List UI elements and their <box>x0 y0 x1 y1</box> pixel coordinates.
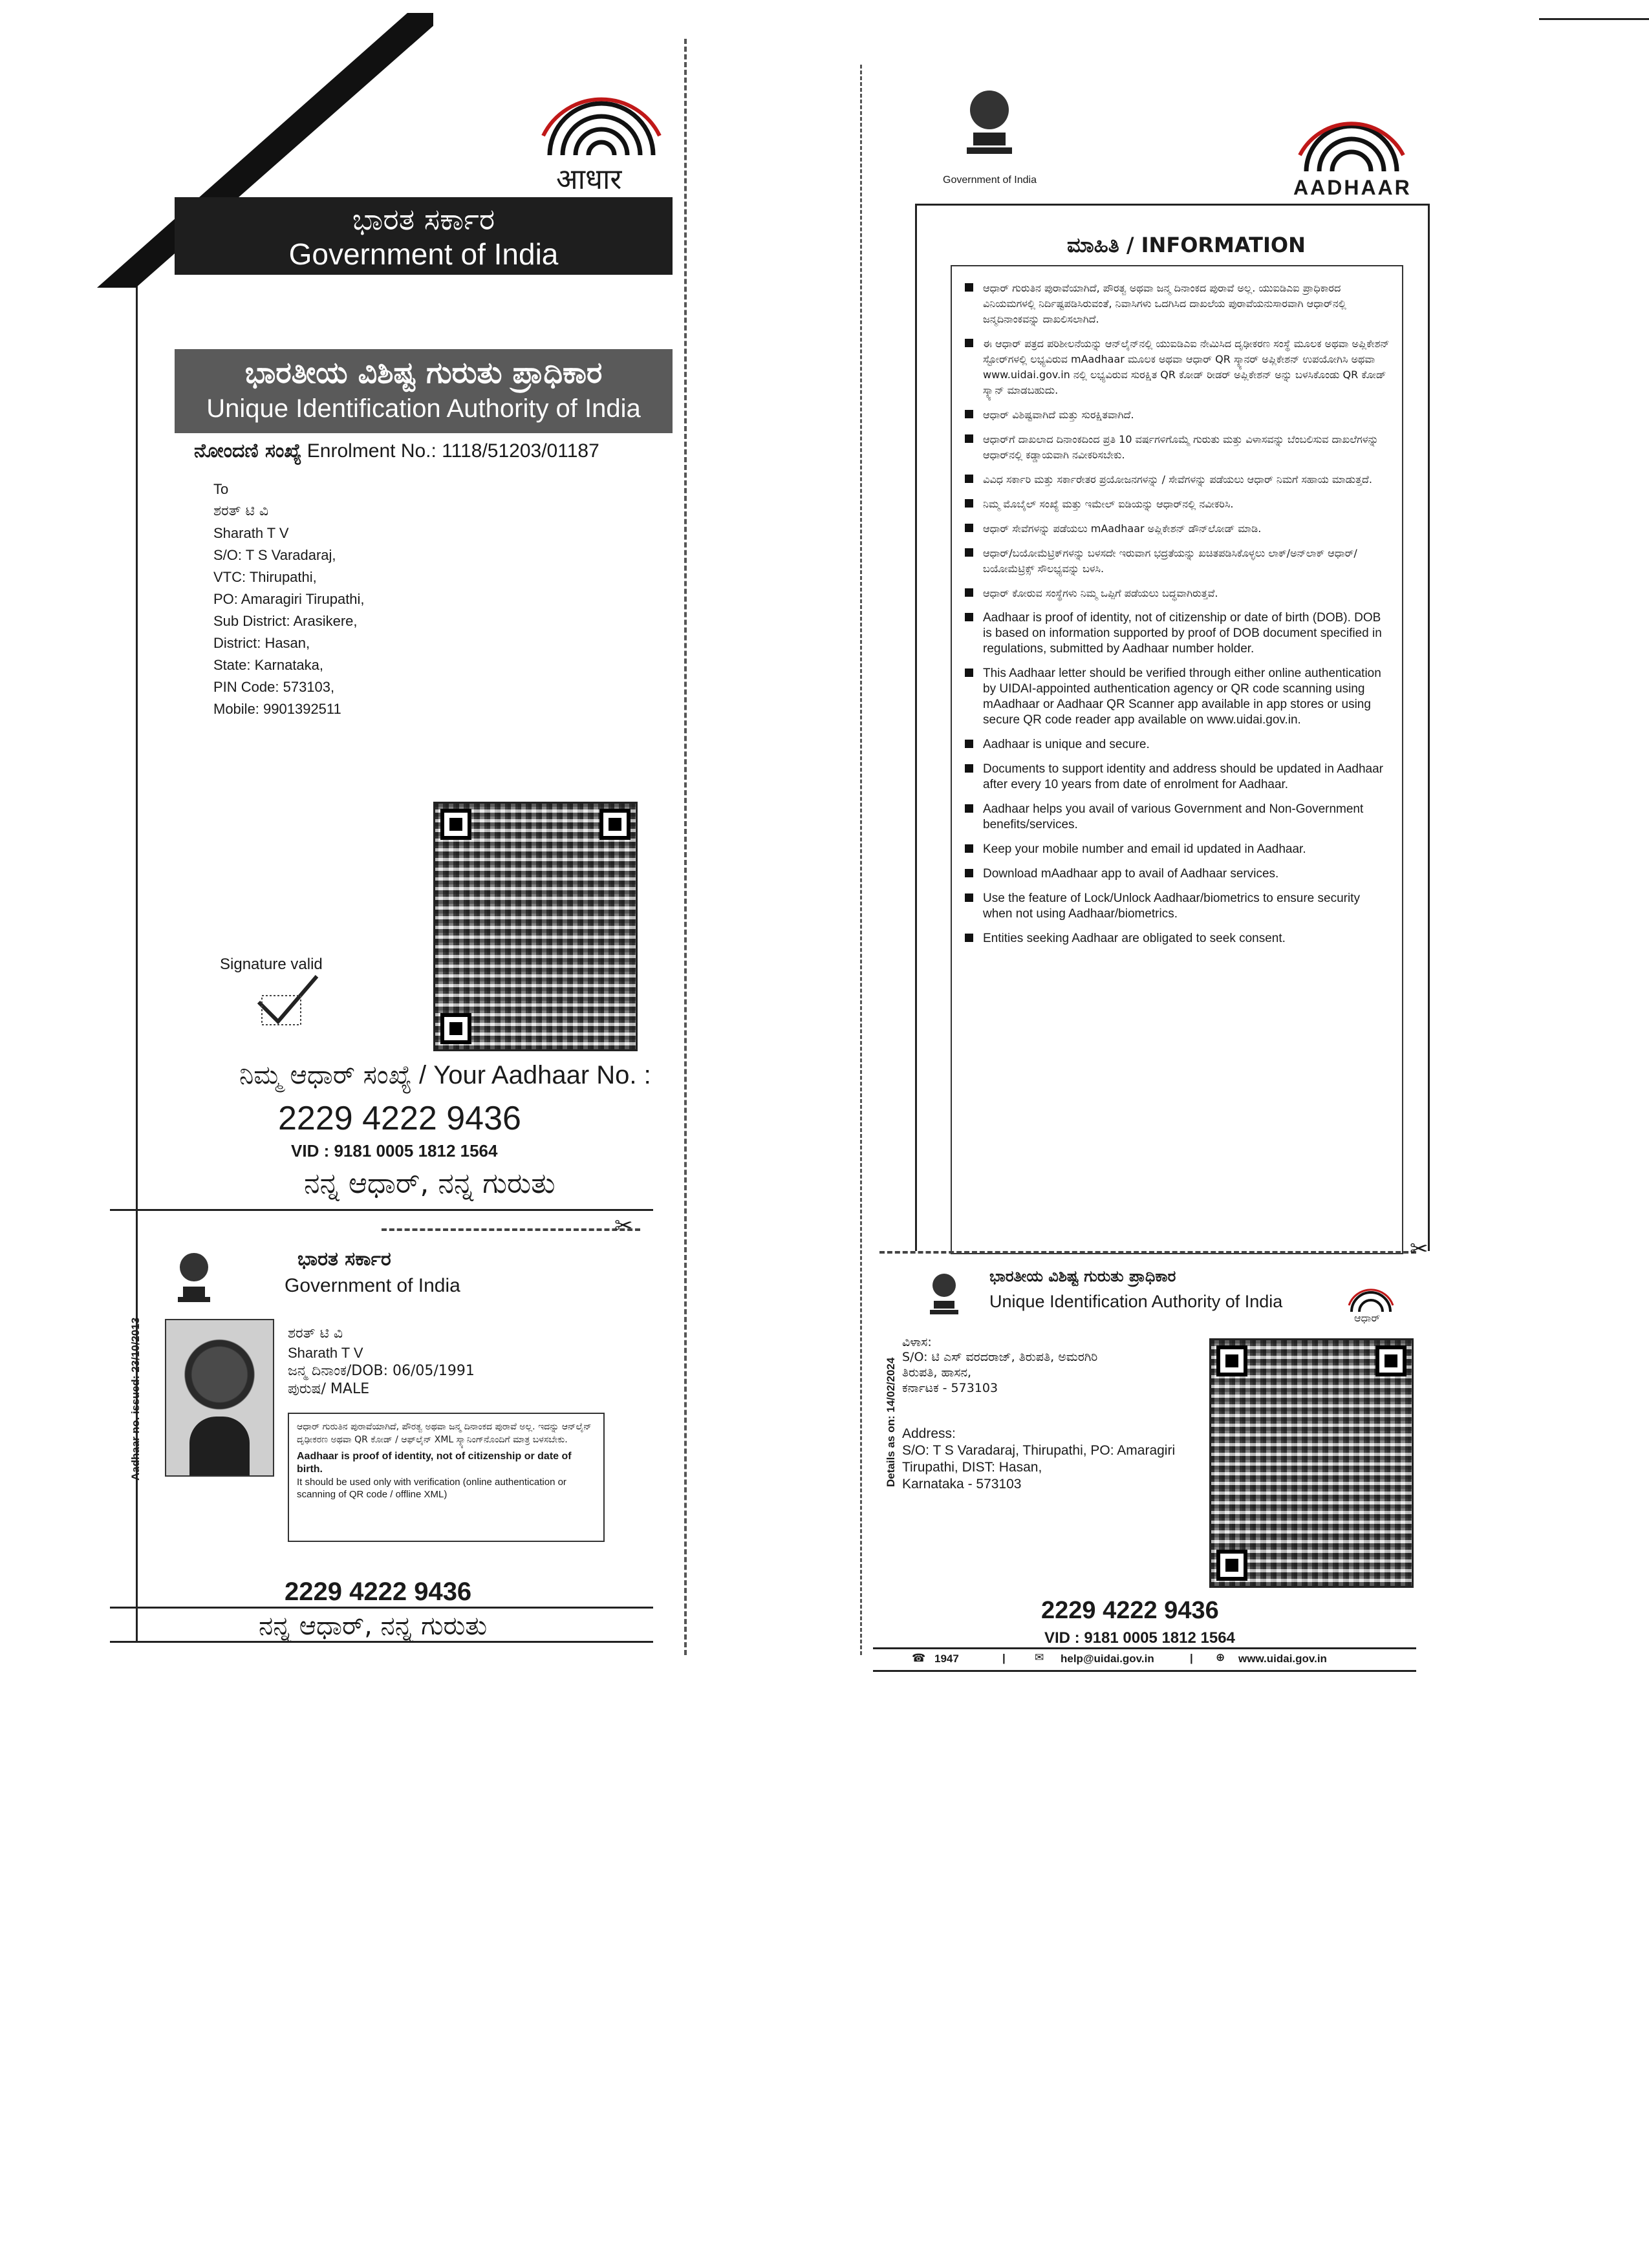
card-vid: VID : 9181 0005 1812 1564 <box>1044 1629 1235 1647</box>
info-item: Entities seeking Aadhaar are obligated to seek consent. <box>961 931 1390 947</box>
info-item: ಆಧಾರ್ ವಿಶಿಷ್ಟವಾಗಿದೆ ಮತ್ತು ಸುರಕ್ಷಿತವಾಗಿದೆ. <box>961 407 1390 423</box>
aadhaar-brand-logo <box>1287 103 1423 200</box>
gov-header-band <box>175 197 673 275</box>
info-item: Use the feature of Lock/Unlock Aadhaar/biometrics to ensure security when not using Aadhaar/biometrics. <box>961 891 1390 922</box>
enrolment-number <box>194 440 599 462</box>
card-address-kn <box>902 1335 1174 1396</box>
card-note-box <box>288 1413 605 1542</box>
fingerprint-icon <box>530 84 673 162</box>
gov-label: Government of India <box>943 175 1037 186</box>
gov-english: Government of India <box>288 237 559 271</box>
contact-footer <box>873 1647 1416 1672</box>
card-note-kn: ಆಧಾರ್ ಗುರುತಿನ ಪುರಾವೆಯಾಗಿದೆ, ಪೌರತ್ವ ಅಥವಾ ಜನ್ಮ ದಿನಾಂಕದ ಪುರಾವೆ ಅಲ್ಲ. ಇದನ್ನು ಆನ್‌ಲೈನ್ ದೃಢೀಕರಣ ಅಥವಾ QR ಕೋಡ್ / ಆಫ್‌ಲೈನ್ XML ಸ್ಕ್ಯಾನಿಂಗ್‌ನೊಂದಿಗೆ ಮಾತ್ರ ಬಳಸಬೇಕು. <box>297 1422 592 1445</box>
address-to: To <box>213 481 229 497</box>
address-line: Mobile: 9901392511 <box>213 701 341 717</box>
email-icon: ✉ <box>1035 1651 1044 1664</box>
card-address-kn-label: ವಿಳಾಸ: <box>902 1335 932 1349</box>
phone-number: 1947 <box>934 1653 959 1665</box>
info-item: ಆಧಾರ್/ಬಯೋಮೆಟ್ರಿಕ್‌ಗಳನ್ನು ಬಳಸದೇ ಇರುವಾಗ ಭದ್ರತೆಯನ್ನು ಖಚಿತಪಡಿಸಿಕೊಳ್ಳಲು ಲಾಕ್/ಅನ್‌ಲಾಕ್ ಆಧಾರ್/ಬಯೋಮೆಟ್ರಿಕ್ಸ್ ಸೌಲಭ್ಯವನ್ನು ಬಳಸಿ. <box>961 546 1390 577</box>
uidai-english: Unique Identification Authority of India <box>206 394 641 423</box>
aadhaar-letter-back <box>860 39 1442 1681</box>
info-item: ನಿಮ್ಮ ಮೊಬೈಲ್ ಸಂಖ್ಯೆ ಮತ್ತು ಇಮೇಲ್ ಐಡಿಯನ್ನು ಆಧಾರ್‌ನಲ್ಲಿ ನವೀಕರಿಸಿ. <box>961 497 1390 512</box>
card-name-en: Sharath T V <box>288 1345 363 1361</box>
header-divider <box>915 204 1429 206</box>
card-aadhaar-number: 2229 4222 9436 <box>1041 1597 1219 1624</box>
info-item: This Aadhaar letter should be verified through either online authentication by UIDAI-appointed authentication agency or QR code scanning using mAadhaar or Aadhaar QR Scanner app available in app stores or using secure QR code reader app available on www.uidai.gov.in. <box>961 666 1390 728</box>
aadhaar-logo <box>530 84 673 194</box>
issued-date-vertical: Aadhaar no. issued: 23/10/2013 <box>129 1317 142 1481</box>
address-line: Sub District: Arasikere, <box>213 613 358 629</box>
footer-separator: | <box>1190 1652 1193 1664</box>
info-item: ಆಧಾರ್‌ಗೆ ದಾಖಲಾದ ದಿನಾಂಕದಿಂದ ಪ್ರತಿ 10 ವರ್ಷಗಳಿಗೊಮ್ಮೆ ಗುರುತು ಮತ್ತು ವಿಳಾಸವನ್ನು ಬೆಂಬಲಿಸುವ ದಾಖಲೆಗಳನ್ನು ಆಧಾರ್‌ನಲ್ಲಿ ಕಡ್ಡಾಯವಾಗಿ ನವೀಕರಿಸಬೇಕು. <box>961 432 1390 463</box>
card-bottom-border <box>110 1641 653 1643</box>
uidai-band <box>175 349 673 433</box>
cut-line-vertical <box>860 65 862 1655</box>
card-address-kn-line: ತಿರುಪತಿ, ಹಾಸನ, <box>902 1365 972 1380</box>
address-block <box>213 478 537 720</box>
enrolment-label-kn: ನೋಂದಣಿ ಸಂಖ್ಯೆ <box>194 440 302 462</box>
qr-code <box>433 802 638 1051</box>
address-line: PO: Amaragiri Tirupathi, <box>213 591 365 607</box>
enrolment-text: Enrolment No.: 1118/51203/01187 <box>307 440 599 462</box>
aadhaar-small-logo <box>1345 1283 1403 1329</box>
info-item: Aadhaar is proof of identity, not of citizenship or date of birth (DOB). DOB is based on information supported by proof of DOB document specified in regulations, submitted by Aadhaar number holder. <box>961 610 1390 657</box>
card-divider <box>110 1607 653 1609</box>
card-address-kn-line: S/O: ಟಿ ಎಸ್ ವರದರಾಜ್, ತಿರುಪತಿ, ಅಮರಗಿರಿ <box>902 1350 1098 1364</box>
scan-edge-mark <box>1539 18 1649 20</box>
card-gov-english: Government of India <box>285 1275 460 1296</box>
info-list <box>951 265 1403 1254</box>
web-address: www.uidai.gov.in <box>1238 1653 1327 1665</box>
address-line: VTC: Thirupathi, <box>213 569 317 585</box>
card-gender: ಪುರುಷ/ MALE <box>288 1381 370 1397</box>
tagline-kn: ನನ್ನ ಆಧಾರ್, ನನ್ನ ಗುರುತು <box>304 1167 555 1200</box>
info-item: Download mAadhaar app to avail of Aadhaar services. <box>961 866 1390 882</box>
your-aadhaar-label <box>239 1060 651 1090</box>
national-emblem-icon <box>957 78 1022 168</box>
info-item: Aadhaar is unique and secure. <box>961 737 1390 753</box>
card-aadhaar-number: 2229 4222 9436 <box>285 1578 472 1606</box>
aadhaar-logo-text: आधार <box>556 163 622 196</box>
uidai-kannada: ಭಾರತೀಯ ವಿಶಿಷ್ಟ ಗುರುತು ಪ್ರಾಧಿಕಾರ <box>244 355 603 390</box>
card-address-en-line: S/O: T S Varadaraj, Thirupathi, PO: Amaragiri <box>902 1443 1176 1458</box>
aadhaar-card-front <box>110 1228 653 1642</box>
info-item: ಈ ಆಧಾರ್ ಪತ್ರದ ಪರಿಶೀಲನೆಯನ್ನು ಆನ್‌ಲೈನ್‌ನಲ್ಲಿ ಯುಐಡಿಎಐ ನೇಮಿಸಿದ ದೃಢೀಕರಣ ಸಂಸ್ಥೆ ಮೂಲಕ ಅಥವಾ ಅಪ್ಲಿಕೇಶನ್ ಸ್ಟೋರ್‌ಗಳಲ್ಲಿ ಲಭ್ಯವಿರುವ mAadhaar ಮೂಲಕ ಅಥವಾ ಆಧಾರ್ QR ಸ್ಕ್ಯಾನರ್ ಅಪ್ಲಿಕೇಶನ್ ಉಪಯೋಗಿಸಿ ಅಥವಾ www.uidai.gov.in ನಲ್ಲಿ ಲಭ್ಯವಿರುವ ಸುರಕ್ಷಿತ QR ಕೋಡ್ ರೀಡರ್ ಅಪ್ಲಿಕೇಶನ್ ಅನ್ನು ಬಳಸಿಕೊಂಡು QR ಕೋಡ್ ಸ್ಕ್ಯಾನ್ ಮಾಡಬಹುದು. <box>961 336 1390 398</box>
address-line: Sharath T V <box>213 525 289 541</box>
vid-number: VID : 9181 0005 1812 1564 <box>291 1141 498 1161</box>
card-uidai-english: Unique Identification Authority of India <box>989 1292 1283 1311</box>
national-emblem-icon <box>171 1241 217 1306</box>
card-gov-kannada: ಭಾರತ ಸರ್ಕಾರ <box>297 1248 391 1270</box>
aadhaar-small-logo-text: ಆಧಾರ್ <box>1354 1312 1381 1324</box>
cut-line-horizontal <box>879 1251 1416 1254</box>
info-item: ಆಧಾರ್ ಕೋರುವ ಸಂಸ್ಥೆಗಳು ನಿಮ್ಮ ಒಪ್ಪಿಗೆ ಪಡೆಯಲು ಬದ್ಧವಾಗಿರುತ್ತವೆ. <box>961 586 1390 601</box>
card-address-en-label: Address: <box>902 1426 956 1441</box>
card-name-kn: ಶರತ್ ಟಿ ವಿ <box>288 1325 343 1342</box>
info-item: Documents to support identity and address should be updated in Aadhaar after every 10 years from date of enrolment for Aadhaar. <box>961 762 1390 793</box>
phone-icon: ☎ <box>912 1652 926 1665</box>
your-aadhaar-en: / Your Aadhaar No. : <box>418 1061 651 1089</box>
scissors-icon: ✂ <box>614 1213 633 1239</box>
your-aadhaar-kn: ನಿಮ್ಮ ಆಧಾರ್ ಸಂಖ್ಯೆ <box>239 1060 412 1090</box>
info-item: Keep your mobile number and email id updated in Aadhaar. <box>961 842 1390 857</box>
qr-code <box>1209 1338 1414 1588</box>
card-address-en-line: Karnataka - 573103 <box>902 1477 1022 1492</box>
fingerprint-icon <box>1345 1283 1397 1313</box>
card-address-kn-line: ಕರ್ನಾಟಕ - 573103 <box>902 1381 998 1395</box>
card-uidai-kannada: ಭಾರತೀಯ ವಿಶಿಷ್ಟ ಗುರುತು ಪ್ರಾಧಿಕಾರ <box>989 1267 1176 1285</box>
holder-photo <box>165 1319 274 1477</box>
card-address-en-line: Tirupathi, DIST: Hasan, <box>902 1460 1042 1475</box>
address-line: State: Karnataka, <box>213 657 323 673</box>
scissors-icon: ✂ <box>1410 1236 1428 1262</box>
section-divider <box>110 1209 653 1211</box>
aadhaar-number: 2229 4222 9436 <box>278 1100 521 1137</box>
info-item: Aadhaar helps you avail of various Government and Non-Government benefits/services. <box>961 802 1390 833</box>
gov-kannada: ಭಾರತ ಸರ್ಕಾರ <box>352 202 495 237</box>
details-date-vertical: Details as on: 14/02/2024 <box>885 1357 897 1487</box>
info-border-right <box>1428 204 1430 1251</box>
signature-valid-label: Signature valid <box>220 956 323 973</box>
footer-separator: | <box>1002 1652 1006 1664</box>
card-note-en: It should be used only with verification (online authentication or scanning of QR code / offline XML) <box>297 1477 566 1500</box>
national-emblem-icon <box>925 1267 964 1319</box>
email-address: help@uidai.gov.in <box>1061 1653 1154 1665</box>
aadhaar-card-back <box>873 1261 1429 1668</box>
info-item: ಆಧಾರ್ ಗುರುತಿನ ಪುರಾವೆಯಾಗಿದೆ, ಪೌರತ್ವ ಅಥವಾ ಜನ್ಮ ದಿನಾಂಕದ ಪುರಾವೆ ಅಲ್ಲ. ಯುಐಡಿಎಐ ಪ್ರಾಧಿಕಾರದ ವಿನಿಯಮಗಳಲ್ಲಿ ನಿರ್ದಿಷ್ಟಪಡಿಸಿರುವಂತೆ, ನಿವಾಸಿಗಳು ಒದಗಿಸಿದ ದಾಖಲೆಯ ಪುರಾವೆಯನುಸಾರವಾಗಿ ಆಧಾರ್‌ನಲ್ಲಿ ಜನ್ಮದಿನಾಂಕವನ್ನು ದಾಖಲಿಸಲಾಗಿದೆ. <box>961 281 1390 327</box>
address-line: S/O: T S Varadaraj, <box>213 547 336 563</box>
card-dob: ಜನ್ಮ ದಿನಾಂಕ/DOB: 06/05/1991 <box>288 1363 475 1379</box>
cut-line-vertical <box>684 39 687 1655</box>
info-item: ಆಧಾರ್ ಸೇವೆಗಳನ್ನು ಪಡೆಯಲು mAadhaar ಅಪ್ಲಿಕೇಶನ್ ಡೌನ್‌ಲೋಡ್ ಮಾಡಿ. <box>961 521 1390 537</box>
card-address-en <box>902 1426 1206 1493</box>
card-note-en-bold: Aadhaar is proof of identity, not of citizenship or date of birth. <box>297 1451 572 1475</box>
address-line: PIN Code: 573103, <box>213 679 335 695</box>
web-icon: ⊕ <box>1216 1651 1225 1664</box>
fingerprint-icon <box>1287 103 1416 175</box>
address-line: District: Hasan, <box>213 635 310 651</box>
signature-check-icon <box>252 970 323 1028</box>
info-title: ಮಾಹಿತಿ / INFORMATION <box>1067 233 1306 257</box>
info-item: ವಿವಿಧ ಸರ್ಕಾರಿ ಮತ್ತು ಸರ್ಕಾರೇತರ ಪ್ರಯೋಜನಗಳನ್ನು / ಸೇವೆಗಳನ್ನು ಪಡೆಯಲು ಆಧಾರ್ ನಿಮಗೆ ಸಹಾಯ ಮಾಡುತ್ತದೆ. <box>961 472 1390 487</box>
info-border-left <box>915 204 917 1251</box>
card-tagline-kn: ನನ್ನ ಆಧಾರ್, ನನ್ನ ಗುರುತು <box>259 1611 488 1641</box>
address-name-kn: ಶರತ್ ಟಿ ವಿ <box>213 503 269 519</box>
aadhaar-letter-front <box>97 13 679 1655</box>
aadhaar-brand-text: AADHAAR <box>1293 176 1412 199</box>
